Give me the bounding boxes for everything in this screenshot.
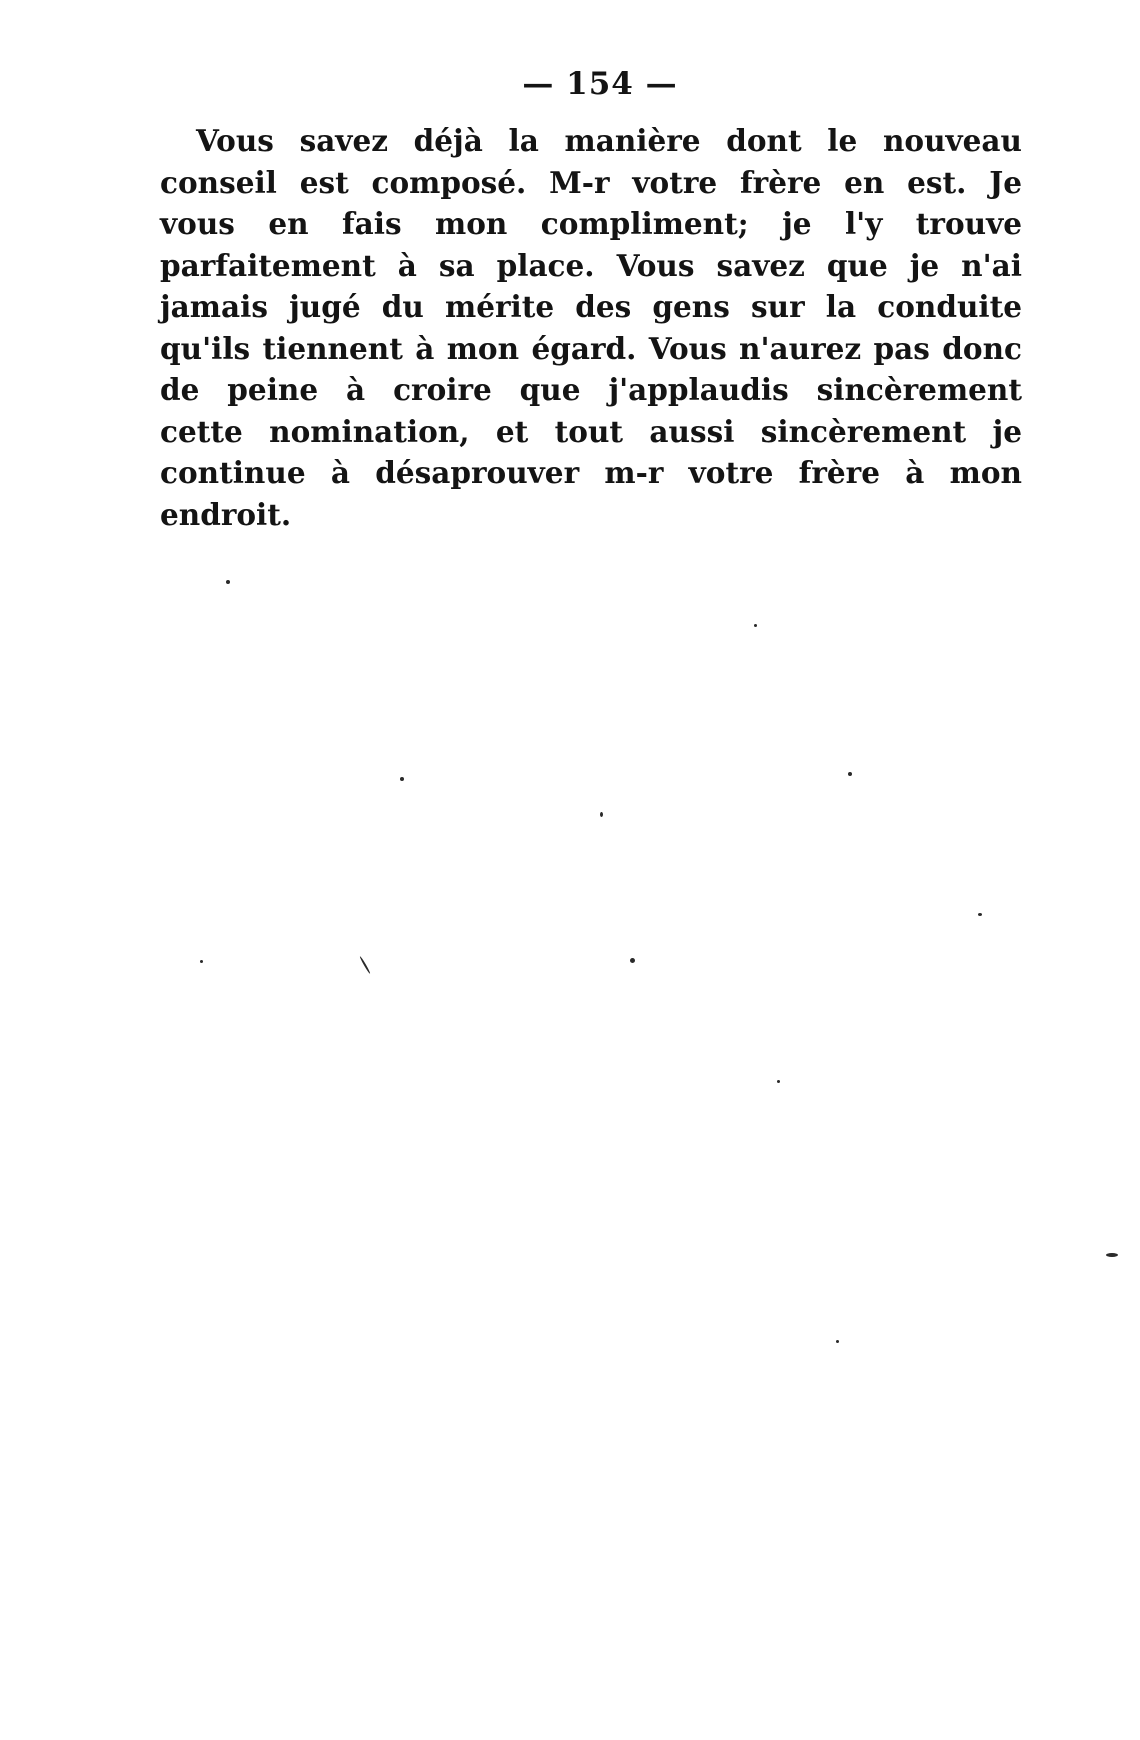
page-number: — 154 — bbox=[522, 66, 678, 102]
speck bbox=[1106, 1253, 1118, 1257]
speck bbox=[200, 960, 203, 963]
speck bbox=[359, 956, 371, 974]
speck bbox=[600, 812, 603, 817]
speck bbox=[836, 1340, 839, 1343]
speck bbox=[226, 580, 230, 584]
speck bbox=[630, 958, 635, 963]
speck bbox=[848, 772, 852, 776]
speck bbox=[777, 1080, 780, 1083]
body-text bbox=[160, 120, 1022, 535]
speck bbox=[754, 624, 757, 627]
speck bbox=[400, 777, 404, 781]
speck bbox=[978, 913, 982, 916]
paragraph: Vous savez déjà la manière dont le nouveau conseil est composé. M-r votre frère en est. Je vous en fais mon compliment; je l'y trouve parfaitement à sa place. Vous savez que je n'ai jamais jugé du mérite des gens sur la conduite qu'ils tiennent à mon égard. Vous n'aurez pas donc de peine à croire que j'applaudis sincèrement cette nomination, et tout aussi sincèrement je continue à désaprouver m-r votre frère à mon endroit. bbox=[160, 123, 1022, 532]
